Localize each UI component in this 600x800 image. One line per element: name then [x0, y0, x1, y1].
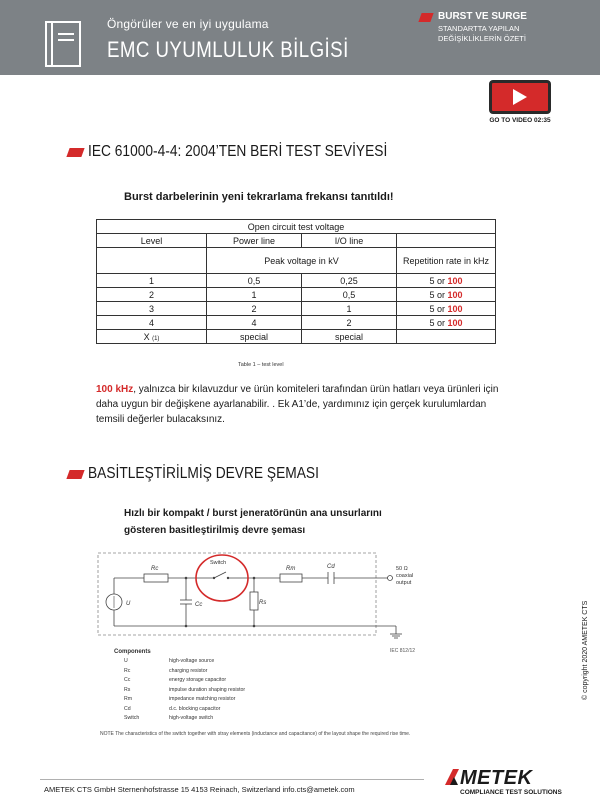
cell-rate [397, 316, 496, 330]
topic-title: BURST VE SURGE [438, 11, 527, 22]
header-peak-voltage: Peak voltage in kV [207, 248, 397, 274]
label-output-output: output [396, 580, 412, 586]
table-row [97, 302, 496, 316]
cell-power: 1 [207, 288, 302, 302]
rate-text: 5 or [429, 303, 445, 314]
video-thumbnail[interactable] [489, 80, 551, 114]
list-item [124, 658, 245, 668]
cell-level: 2 [97, 288, 207, 302]
cell-rate [397, 302, 496, 316]
component-description: impedance matching resistor [169, 696, 236, 702]
list-item [124, 677, 245, 687]
cell-level: 1 [97, 274, 207, 288]
label-rc: Rc [151, 566, 159, 572]
component-symbol: Cd [124, 705, 131, 712]
body-paragraph [96, 382, 511, 427]
component-symbol: Rs [124, 686, 131, 693]
cell-level: 3 [97, 302, 207, 316]
cell-power: 0,5 [207, 274, 302, 288]
table-header-row [97, 234, 496, 248]
cell-io: 2 [302, 316, 397, 330]
cell-level [97, 330, 207, 344]
components-list [124, 658, 245, 725]
cell-power: 4 [207, 316, 302, 330]
component-description: high-voltage source [169, 658, 215, 664]
cell-io: 0,5 [302, 288, 397, 302]
component-description: high-voltage switch [169, 715, 214, 721]
video-label[interactable]: GO TO VIDEO 02:35 [489, 117, 551, 124]
rate-text: 5 or [429, 317, 445, 328]
cell-rate [397, 330, 496, 344]
test-level-table [96, 219, 496, 344]
rate-text: 5 or [429, 275, 445, 286]
footer-address: AMETEK CTS GmbH Sternenhofstrasse 15 4153 Reinach, Switzerland info.cts@ametek.com [44, 785, 355, 794]
cell-power: special [207, 330, 302, 344]
header-empty [397, 234, 496, 248]
logo-tagline: COMPLIANCE TEST SOLUTIONS [460, 789, 562, 796]
cell-rate [397, 274, 496, 288]
section-marker [66, 470, 84, 479]
footer-divider [40, 779, 424, 780]
table-row [97, 288, 496, 302]
label-u: U [126, 601, 131, 607]
component-symbol: Rc [124, 667, 131, 674]
section-lead-circuit: Hızlı bir kompakt / burst jeneratörünün ana unsurlarını gösteren basitleştirilmiş devre şeması [124, 508, 382, 536]
list-item [124, 715, 245, 725]
label-cc: Cc [195, 602, 203, 608]
cell-io: 1 [302, 302, 397, 316]
play-icon[interactable] [513, 89, 527, 105]
rate-highlight: 100 [447, 289, 463, 300]
document-icon [44, 20, 84, 68]
list-item [124, 696, 245, 706]
figure-reference: IEC 812/12 [390, 648, 416, 654]
component-description: d.c. blocking capacitor [169, 705, 221, 712]
header-repetition-rate: Repetition rate in kHz [397, 248, 496, 274]
header-io-line: I/O line [302, 234, 397, 248]
list-item [124, 687, 245, 697]
cell-power: 2 [207, 302, 302, 316]
component-description: energy storage capacitor [169, 677, 227, 683]
header-subtitle: Öngörüler ve en iyi uygulama [107, 17, 269, 31]
label-rm: Rm [286, 566, 296, 572]
topic-summary: STANDARTTA YAPILAN DEĞİŞİKLİKLERİN ÖZETİ [438, 24, 526, 43]
cell-io: special [302, 330, 397, 344]
label-rs: Rs [259, 600, 267, 606]
table-caption: Table 1 – test level [238, 362, 284, 368]
section-marker [66, 148, 84, 157]
table-title: Open circuit test voltage [97, 220, 496, 234]
list-item [124, 706, 245, 716]
switch-note: NOTE The characteristics of the switch together with stray elements (inductance and capacitance) of the layout shape the required rise time. [100, 731, 411, 737]
label-cd: Cd [327, 564, 335, 570]
go-to-video-button[interactable] [484, 80, 556, 125]
section-title-circuit: BASİTLEŞTİRİLMİŞ DEVRE ŞEMASI [88, 465, 319, 482]
label-output-coaxial: coaxial [396, 573, 414, 579]
header-power-line: Power line [207, 234, 302, 248]
component-description: impulse duration shaping resistor [169, 686, 246, 693]
label-output-impedance: 50 Ω [396, 566, 408, 572]
rate-highlight: 100 [447, 303, 463, 314]
component-description: charging resistor [169, 667, 208, 674]
topic-marker [418, 13, 433, 22]
rate-highlight: 100 [447, 317, 463, 328]
paragraph-highlight: 100 kHz [96, 384, 134, 395]
section-lead-test-levels: Burst darbelerinin yeni tekrarlama frekansı tanıtıldı! [124, 191, 394, 203]
page-title: EMC UYUMLULUK BİLGİSİ [107, 37, 349, 62]
cell-level: 4 [97, 316, 207, 330]
component-symbol: Rm [124, 696, 133, 702]
coaxial-output-icon [388, 576, 393, 581]
section-title-test-levels: IEC 61000-4-4: 2004’TEN BERİ TEST SEVİYESİ [88, 143, 388, 160]
logo-wordmark: METEK [460, 767, 533, 789]
ametek-logo-icon [445, 769, 459, 785]
table-title-row [97, 220, 496, 234]
cell-io: 0,25 [302, 274, 397, 288]
label-switch: Switch [210, 560, 227, 566]
component-symbol: Cc [124, 677, 131, 683]
cell-rate [397, 288, 496, 302]
header-level: Level [97, 234, 207, 248]
component-symbol: Switch [124, 715, 140, 721]
table-subheader-row [97, 248, 496, 274]
header-banner [0, 0, 600, 75]
components-title: Components [114, 649, 151, 655]
circuit-diagram [96, 550, 426, 660]
level-footnote: (1) [152, 335, 160, 342]
table-row [97, 316, 496, 330]
copyright-notice: © copyright 2020 AMETEK CTS [582, 600, 589, 700]
paragraph-text: , yalnızca bir kılavuzdur ve ürün komiteleri tarafından ürün hatları veya ürünleri için daha uygun bir değişkene ayarlanabilir. . Ek A1’de, yardımınız için gerçek kurulumlardan temsili değerler bulacaksınız. [96, 384, 499, 425]
level-x: X [143, 331, 150, 342]
table-row [97, 274, 496, 288]
table-row [97, 330, 496, 344]
list-item [124, 668, 245, 678]
rate-text: 5 or [429, 289, 445, 300]
component-symbol: U [124, 658, 128, 664]
rate-highlight: 100 [447, 275, 463, 286]
subheader-empty [97, 248, 207, 274]
